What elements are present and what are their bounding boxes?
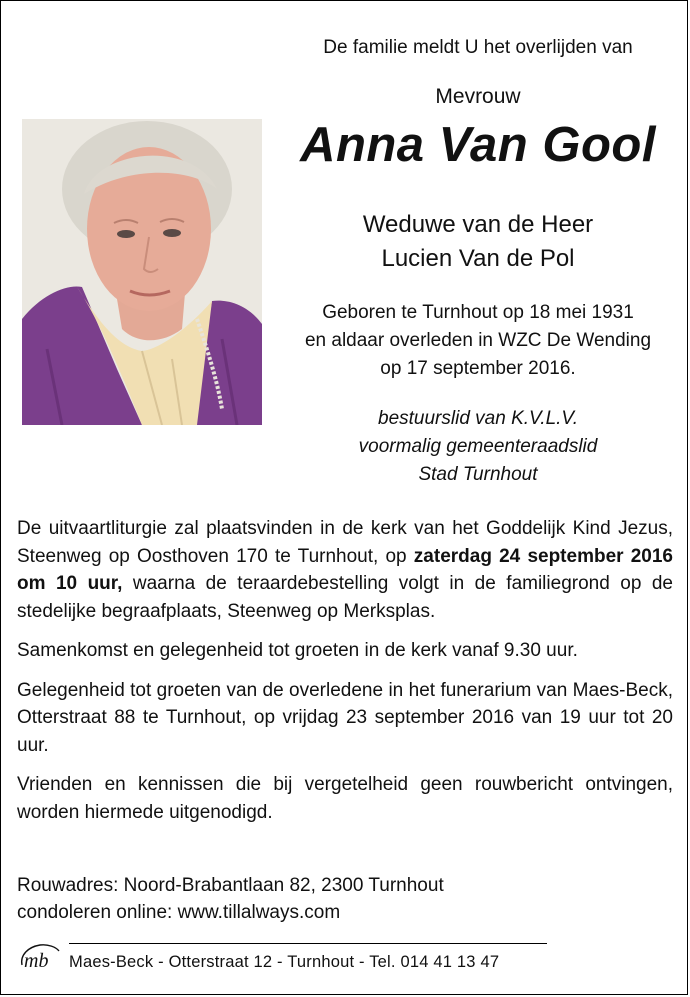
birth-line-1: Geboren te Turnhout op 18 mei 1931 <box>322 302 634 323</box>
birth-line-2: en aldaar overleden in WZC De Wending <box>304 330 652 351</box>
footer-divider <box>69 943 547 944</box>
portrait-illustration <box>22 119 262 425</box>
funeral-text-before: De uitvaartliturgie zal plaatsvinden in de kerk van het Goddelijk Kind Jezus, Steenweg op Oosthoven 170 te Turnhout, op <box>17 518 673 567</box>
birth-line-3: op 17 september 2016. <box>380 358 576 379</box>
gathering-paragraph: Samenkomst en gelegenheid tot groeten in de kerk vanaf 9.30 uur. <box>17 640 578 661</box>
footer-text: Maes-Beck - Otterstraat 12 - Turnhout - Tel. 014 41 13 47 <box>69 953 500 971</box>
maes-beck-logo-icon <box>18 941 62 975</box>
birth-death-info <box>279 299 677 383</box>
funeral-date-bold: zaterdag 24 september 2016 om 10 uur, <box>17 545 673 594</box>
logo-text: mb <box>24 950 49 972</box>
notice-body <box>17 515 673 838</box>
condolence-online: condoleren online: www.tillalways.com <box>17 902 341 923</box>
honorific: Mevrouw <box>435 85 521 108</box>
contact-info <box>17 872 444 926</box>
roles <box>279 405 677 489</box>
deceased-name: Anna Van Gool <box>300 118 656 172</box>
invitation-paragraph: Vrienden en kennissen die bij vergetelheid geen rouwbericht ontvingen, worden hiermede uitgenodigd. <box>17 774 673 823</box>
widow-of <box>279 208 677 276</box>
widow-line-2: Lucien Van de Pol <box>381 245 575 272</box>
role-line-2: voormalig gemeenteraadslid <box>358 436 598 457</box>
mourning-address: Rouwadres: Noord-Brabantlaan 82, 2300 Turnhout <box>17 875 444 896</box>
role-line-1: bestuurslid van K.V.L.V. <box>378 408 578 429</box>
viewing-paragraph: Gelegenheid tot groeten van de overledene in het funerarium van Maes-Beck, Otterstraat 88 te Turnhout, op vrijdag 23 september 2016 van 19 uur tot 20 uur. <box>17 679 673 756</box>
funeral-text-after: waarna de teraardebestelling volgt in de familiegrond op de stedelijke begraafplaats, Steenweg op Merksplas. <box>17 573 673 622</box>
role-line-3: Stad Turnhout <box>418 464 538 485</box>
funeral-paragraph <box>17 515 673 625</box>
widow-line-1: Weduwe van de Heer <box>362 211 594 238</box>
portrait-photo <box>22 119 262 425</box>
intro-text: De familie meldt U het overlijden van <box>323 37 633 58</box>
